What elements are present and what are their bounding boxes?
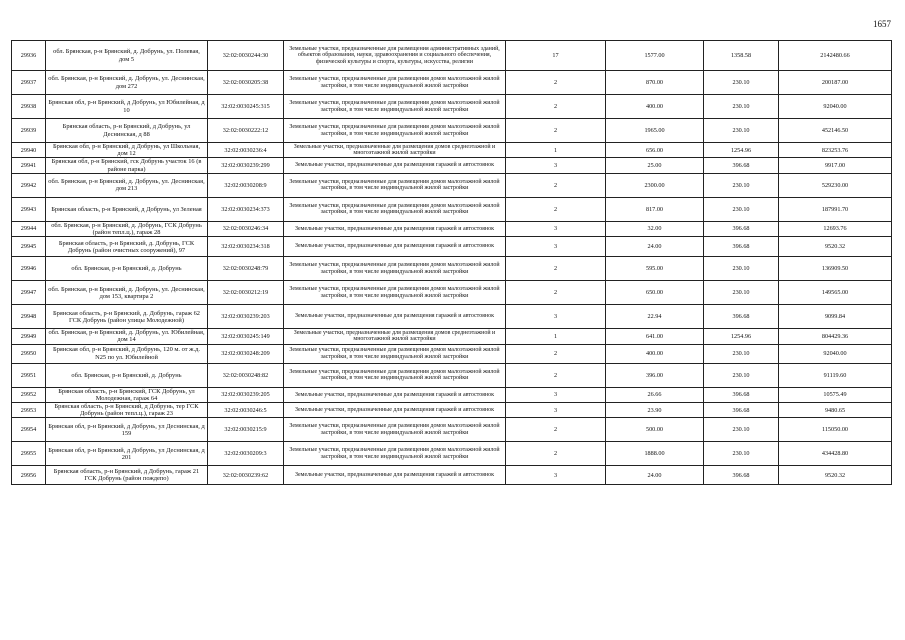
table-row (12, 221, 892, 236)
cadastral-number-cell: 32:02:0030212:19 (208, 281, 284, 305)
row-number: 29944 (12, 221, 46, 236)
cadastral-number-cell: 32:02:0030246:34 (208, 221, 284, 236)
land-use-cell: Земельные участки, предназначенные для размещения гаражей и автостоянок (284, 387, 506, 402)
cadastral-value-cell: 149565.00 (779, 281, 892, 305)
row-number: 29943 (12, 197, 46, 221)
cadastral-value-cell: 91119.60 (779, 363, 892, 387)
table-row (12, 158, 892, 173)
rate-cell: 1254.96 (704, 329, 779, 344)
rate-cell: 1254.96 (704, 143, 779, 158)
cadastral-value-cell: 115050.00 (779, 418, 892, 442)
area-cell: 595.00 (606, 257, 704, 281)
table-row (12, 418, 892, 442)
land-registry-table (11, 40, 892, 485)
cadastral-number-cell: 32:02:0030205:38 (208, 71, 284, 95)
land-use-cell: Земельные участки, предназначенные для размещения домов среднеэтажной и многоэтажной жилой застройки (284, 329, 506, 344)
area-cell: 25.00 (606, 158, 704, 173)
cadastral-number-cell: 32:02:0030246:5 (208, 403, 284, 418)
land-use-cell: Земельные участки, предназначенные для размещения домов малоэтажной жилой застройки, в том числе индивидуальной жилой застройки (284, 257, 506, 281)
rate-cell: 230.10 (704, 119, 779, 143)
group-cell: 2 (506, 257, 606, 281)
row-number: 29952 (12, 387, 46, 402)
cadastral-value-cell: 9099.84 (779, 305, 892, 329)
area-cell: 817.00 (606, 197, 704, 221)
table-row (12, 305, 892, 329)
cadastral-value-cell: 9520.32 (779, 237, 892, 257)
row-number: 29938 (12, 95, 46, 119)
row-number: 29936 (12, 41, 46, 71)
rate-cell: 230.10 (704, 71, 779, 95)
land-use-cell: Земельные участки, предназначенные для размещения гаражей и автостоянок (284, 221, 506, 236)
group-cell: 2 (506, 95, 606, 119)
row-number: 29939 (12, 119, 46, 143)
cadastral-number-cell: 32:02:0030239:203 (208, 305, 284, 329)
address-cell: обл. Брянская, р-н Брянский, д. Добрунь, ул. Деснинская, дом 272 (46, 71, 208, 95)
cadastral-number-cell: 32:02:0030215:9 (208, 418, 284, 442)
rate-cell: 396.68 (704, 305, 779, 329)
table-row (12, 387, 892, 402)
area-cell: 32.00 (606, 221, 704, 236)
cadastral-number-cell: 32:02:0030236:4 (208, 143, 284, 158)
land-use-cell: Земельные участки, предназначенные для размещения домов малоэтажной жилой застройки, в том числе индивидуальной жилой застройки (284, 71, 506, 95)
land-use-cell: Земельные участки, предназначенные для размещения домов малоэтажной жилой застройки, в том числе индивидуальной жилой застройки (284, 442, 506, 466)
area-cell: 23.90 (606, 403, 704, 418)
group-cell: 3 (506, 387, 606, 402)
cadastral-value-cell: 434428.80 (779, 442, 892, 466)
rate-cell: 230.10 (704, 95, 779, 119)
row-number: 29945 (12, 237, 46, 257)
cadastral-value-cell: 12693.76 (779, 221, 892, 236)
cadastral-number-cell: 32:02:0030248:82 (208, 363, 284, 387)
rate-cell: 396.68 (704, 221, 779, 236)
row-number: 29937 (12, 71, 46, 95)
area-cell: 1888.00 (606, 442, 704, 466)
land-use-cell: Земельные участки, предназначенные для размещения домов малоэтажной жилой застройки, в том числе индивидуальной жилой застройки (284, 173, 506, 197)
land-use-cell: Земельные участки, предназначенные для размещения административных зданий, объектов образования, науки, здравоохранения и социального обеспечения, физической культуры и спорта, культуры, искусства, религии (284, 41, 506, 71)
group-cell: 2 (506, 344, 606, 363)
table-row (12, 403, 892, 418)
land-use-cell: Земельные участки, предназначенные для размещения домов малоэтажной жилой застройки, в том числе индивидуальной жилой застройки (284, 119, 506, 143)
cadastral-number-cell: 32:02:0030245:149 (208, 329, 284, 344)
rate-cell: 230.10 (704, 281, 779, 305)
cadastral-value-cell: 452146.50 (779, 119, 892, 143)
table-row (12, 41, 892, 71)
table-row (12, 197, 892, 221)
address-cell: Брянская область, р-н Брянский, д. Добрунь, гараж 62 ГСК Добрунь (район улицы Молодежной) (46, 305, 208, 329)
land-use-cell: Земельные участки, предназначенные для размещения домов малоэтажной жилой застройки, в том числе индивидуальной жилой застройки (284, 363, 506, 387)
area-cell: 400.00 (606, 95, 704, 119)
rate-cell: 230.10 (704, 363, 779, 387)
group-cell: 2 (506, 281, 606, 305)
cadastral-number-cell: 32:02:0030239:205 (208, 387, 284, 402)
rate-cell: 396.68 (704, 466, 779, 485)
land-use-cell: Земельные участки, предназначенные для размещения гаражей и автостоянок (284, 305, 506, 329)
land-use-cell: Земельные участки, предназначенные для размещения гаражей и автостоянок (284, 237, 506, 257)
rate-cell: 230.10 (704, 442, 779, 466)
group-cell: 1 (506, 329, 606, 344)
rate-cell: 396.68 (704, 158, 779, 173)
area-cell: 22.94 (606, 305, 704, 329)
area-cell: 400.00 (606, 344, 704, 363)
table-row (12, 363, 892, 387)
cadastral-number-cell: 32:02:0030244:30 (208, 41, 284, 71)
rate-cell: 396.68 (704, 403, 779, 418)
cadastral-value-cell: 529230.00 (779, 173, 892, 197)
cadastral-value-cell: 187991.70 (779, 197, 892, 221)
group-cell: 1 (506, 143, 606, 158)
group-cell: 2 (506, 173, 606, 197)
address-cell: обл. Брянская, р-н Брянский, д. Добрунь, ул. Деснинская, дом 213 (46, 173, 208, 197)
area-cell: 396.00 (606, 363, 704, 387)
cadastral-number-cell: 32:02:0030245:315 (208, 95, 284, 119)
area-cell: 870.00 (606, 71, 704, 95)
land-use-cell: Земельные участки, предназначенные для размещения гаражей и автостоянок (284, 466, 506, 485)
table-row (12, 143, 892, 158)
table-row (12, 237, 892, 257)
area-cell: 650.00 (606, 281, 704, 305)
area-cell: 1577.00 (606, 41, 704, 71)
table-row (12, 329, 892, 344)
row-number: 29948 (12, 305, 46, 329)
address-cell: Брянская обл, р-н Брянский, д Добрунь, ул Школьная, дом 12 (46, 143, 208, 158)
table-row (12, 442, 892, 466)
land-use-cell: Земельные участки, предназначенные для размещения гаражей и автостоянок (284, 158, 506, 173)
address-cell: Брянская область, р-н Брянский, д Добрунь, ул Деснинская, д 88 (46, 119, 208, 143)
row-number: 29953 (12, 403, 46, 418)
cadastral-number-cell: 32:02:0030208:9 (208, 173, 284, 197)
address-cell: Брянская область, р-н Брянский, ГСК Добрунь, ул Молодежная, гараж 64 (46, 387, 208, 402)
group-cell: 2 (506, 119, 606, 143)
cadastral-number-cell: 32:02:0030222:12 (208, 119, 284, 143)
address-cell: Брянская обл, р-н Брянский, гск Добрунь участок 16 (в районе парка) (46, 158, 208, 173)
table-row (12, 95, 892, 119)
row-number: 29941 (12, 158, 46, 173)
area-cell: 1965.00 (606, 119, 704, 143)
land-use-cell: Земельные участки, предназначенные для размещения гаражей и автостоянок (284, 403, 506, 418)
table-row (12, 173, 892, 197)
cadastral-value-cell: 2142480.66 (779, 41, 892, 71)
address-cell: обл. Брянская, р-н Брянский, д. Добрунь (46, 363, 208, 387)
address-cell: Брянская область, р-н Брянский, д. Добрунь, ГСК Добрунь (район очистных сооружений), 97 (46, 237, 208, 257)
rate-cell: 230.10 (704, 344, 779, 363)
group-cell: 3 (506, 403, 606, 418)
address-cell: Брянская область, р-н Брянский, д Добрунь, гараж 21 ГСК Добрунь (район пождепо) (46, 466, 208, 485)
group-cell: 3 (506, 221, 606, 236)
address-cell: обл. Брянская, р-н Брянский, д. Добрунь, ул. Юбилейная, дом 14 (46, 329, 208, 344)
area-cell: 24.00 (606, 466, 704, 485)
cadastral-value-cell: 200187.00 (779, 71, 892, 95)
row-number: 29947 (12, 281, 46, 305)
cadastral-value-cell: 9917.00 (779, 158, 892, 173)
address-cell: Брянская область, р-н Брянский, д Добрунь, тер ГСК Добрунь (район тепл.ц.), гараж 23 (46, 403, 208, 418)
table-row (12, 257, 892, 281)
cadastral-value-cell: 823253.76 (779, 143, 892, 158)
row-number: 29951 (12, 363, 46, 387)
group-cell: 2 (506, 418, 606, 442)
address-cell: обл. Брянская, р-н Брянский, д. Добрунь, ул. Деснинская, дом 153, квартира 2 (46, 281, 208, 305)
table-row (12, 466, 892, 485)
table-body (12, 41, 892, 485)
table-row (12, 344, 892, 363)
cadastral-number-cell: 32:02:0030239:299 (208, 158, 284, 173)
group-cell: 2 (506, 71, 606, 95)
group-cell: 2 (506, 442, 606, 466)
area-cell: 26.66 (606, 387, 704, 402)
row-number: 29954 (12, 418, 46, 442)
cadastral-number-cell: 32:02:0030234:318 (208, 237, 284, 257)
land-use-cell: Земельные участки, предназначенные для размещения домов малоэтажной жилой застройки, в том числе индивидуальной жилой застройки (284, 95, 506, 119)
row-number: 29946 (12, 257, 46, 281)
address-cell: обл. Брянская, р-н Брянский, д. Добрунь (46, 257, 208, 281)
area-cell: 500.00 (606, 418, 704, 442)
row-number: 29950 (12, 344, 46, 363)
address-cell: Брянская обл, р-н Брянский, д Добрунь, 120 м. от ж.д. N25 по ул. Юбилейной (46, 344, 208, 363)
cadastral-number-cell: 32:02:0030248:209 (208, 344, 284, 363)
area-cell: 2300.00 (606, 173, 704, 197)
cadastral-number-cell: 32:02:0030234:373 (208, 197, 284, 221)
address-cell: Брянская обл, р-н Брянский, д Добрунь, ул Юбилейная, д 10 (46, 95, 208, 119)
row-number: 29942 (12, 173, 46, 197)
cadastral-value-cell: 10575.49 (779, 387, 892, 402)
cadastral-value-cell: 9480.65 (779, 403, 892, 418)
rate-cell: 396.68 (704, 387, 779, 402)
group-cell: 3 (506, 466, 606, 485)
land-use-cell: Земельные участки, предназначенные для размещения домов малоэтажной жилой застройки, в том числе индивидуальной жилой застройки (284, 197, 506, 221)
rate-cell: 230.10 (704, 197, 779, 221)
area-cell: 641.00 (606, 329, 704, 344)
land-use-cell: Земельные участки, предназначенные для размещения домов малоэтажной жилой застройки, в том числе индивидуальной жилой застройки (284, 344, 506, 363)
row-number: 29949 (12, 329, 46, 344)
address-cell: Брянская область, р-н Брянский, д Добрунь, ул Зеленая (46, 197, 208, 221)
group-cell: 2 (506, 197, 606, 221)
cadastral-value-cell: 9520.32 (779, 466, 892, 485)
rate-cell: 230.10 (704, 257, 779, 281)
land-use-cell: Земельные участки, предназначенные для размещения домов малоэтажной жилой застройки, в том числе индивидуальной жилой застройки (284, 418, 506, 442)
rate-cell: 396.68 (704, 237, 779, 257)
group-cell: 2 (506, 363, 606, 387)
group-cell: 17 (506, 41, 606, 71)
group-cell: 3 (506, 305, 606, 329)
rate-cell: 1358.58 (704, 41, 779, 71)
land-use-cell: Земельные участки, предназначенные для размещения домов среднеэтажной и многоэтажной жилой застройки (284, 143, 506, 158)
cadastral-number-cell: 32:02:0030209:3 (208, 442, 284, 466)
cadastral-value-cell: 92040.00 (779, 95, 892, 119)
row-number: 29956 (12, 466, 46, 485)
area-cell: 24.00 (606, 237, 704, 257)
table-row (12, 281, 892, 305)
page-number: 1657 (873, 19, 891, 29)
address-cell: Брянская обл, р-н Брянский, д Добрунь, ул Деснинская, д 201 (46, 442, 208, 466)
cadastral-number-cell: 32:02:0030239:62 (208, 466, 284, 485)
address-cell: обл. Брянская, р-н Брянский, д. Добрунь, ул. Полевая, дом 5 (46, 41, 208, 71)
cadastral-number-cell: 32:02:0030248:79 (208, 257, 284, 281)
address-cell: обл. Брянская, р-н Брянский, д. Добрунь, ГСК Добрунь (район тепл.ц.), гараж 28 (46, 221, 208, 236)
table-row (12, 119, 892, 143)
cadastral-value-cell: 92040.00 (779, 344, 892, 363)
row-number: 29940 (12, 143, 46, 158)
rate-cell: 230.10 (704, 173, 779, 197)
cadastral-value-cell: 136909.50 (779, 257, 892, 281)
land-use-cell: Земельные участки, предназначенные для размещения домов малоэтажной жилой застройки, в том числе индивидуальной жилой застройки (284, 281, 506, 305)
table-row (12, 71, 892, 95)
area-cell: 656.00 (606, 143, 704, 158)
group-cell: 3 (506, 237, 606, 257)
cadastral-value-cell: 804429.36 (779, 329, 892, 344)
group-cell: 3 (506, 158, 606, 173)
address-cell: Брянская обл, р-н Брянский, д Добрунь, ул Деснинская, д 159 (46, 418, 208, 442)
row-number: 29955 (12, 442, 46, 466)
rate-cell: 230.10 (704, 418, 779, 442)
